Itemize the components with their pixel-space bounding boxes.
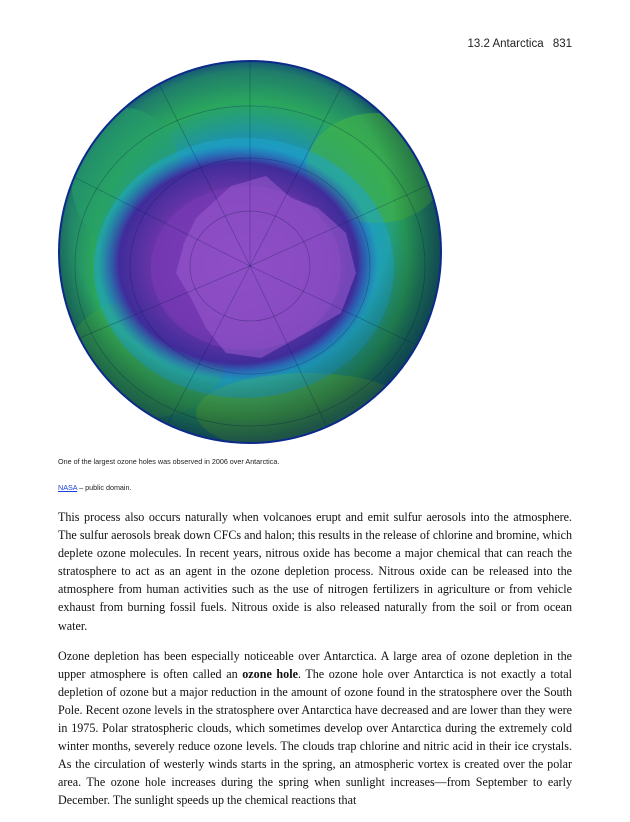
paragraph-2-start: Ozone depletion has been especially noticeable over Antarctica. A large area of ozone depletion in the upper atmosphere is often called an	[58, 648, 572, 681]
ozone-hole-globe-image	[56, 58, 444, 446]
paragraph-2-rest: . The ozone hole over Antarctica is not exactly a total depletion of ozone but a major reduction in the amount of ozone found in the stratosphere over the South Pole. Recent ozone levels in the stratosphere over Antarctica have decreased and are lower than they were in 1975. Polar stratospheric clouds, which sometimes develop over Antarctica during the extremely cold winter months, severely reduce ozone levels. The clouds trap chlorine and nitric acid in their ice crystals. As the circulation of westerly winds starts in the spring, an atmospheric vortex is created over the polar area. The ozone hole increases during the spring when sunlight increases—from September to early December. The sunlight speeds up the chemical reactions that	[58, 666, 572, 808]
ozone-hole-term: ozone hole	[242, 666, 298, 681]
nasa-link[interactable]: NASA	[58, 483, 78, 492]
figure-credit	[58, 483, 132, 492]
figure-caption: One of the largest ozone holes was observed in 2006 over Antarctica.	[58, 457, 280, 466]
body-text	[58, 508, 572, 822]
page-number: 831	[552, 38, 572, 50]
credit-license: – public domain.	[77, 483, 132, 492]
globe-svg	[56, 58, 444, 446]
running-head	[468, 38, 572, 50]
paragraph-1: This process also occurs naturally when volcanoes erupt and emit sulfur aerosols into the atmosphere. The sulfur aerosols break down CFCs and halon; this results in the release of chlorine and bromine, which deplete ozone molecules. In recent years, nitrous oxide has become a major chemical that can reach the stratosphere to act as an agent in the ozone depletion process. Nitrous oxide can be released into the atmosphere from human activities such as the use of nitrogen fertilizers in agriculture or from vehicle exhaust from burning fossil fuels. Nitrous oxide is also released naturally from the soil or from ocean water.	[58, 510, 572, 633]
paragraph-2	[58, 647, 572, 810]
section-title: 13.2 Antarctica	[467, 38, 544, 50]
